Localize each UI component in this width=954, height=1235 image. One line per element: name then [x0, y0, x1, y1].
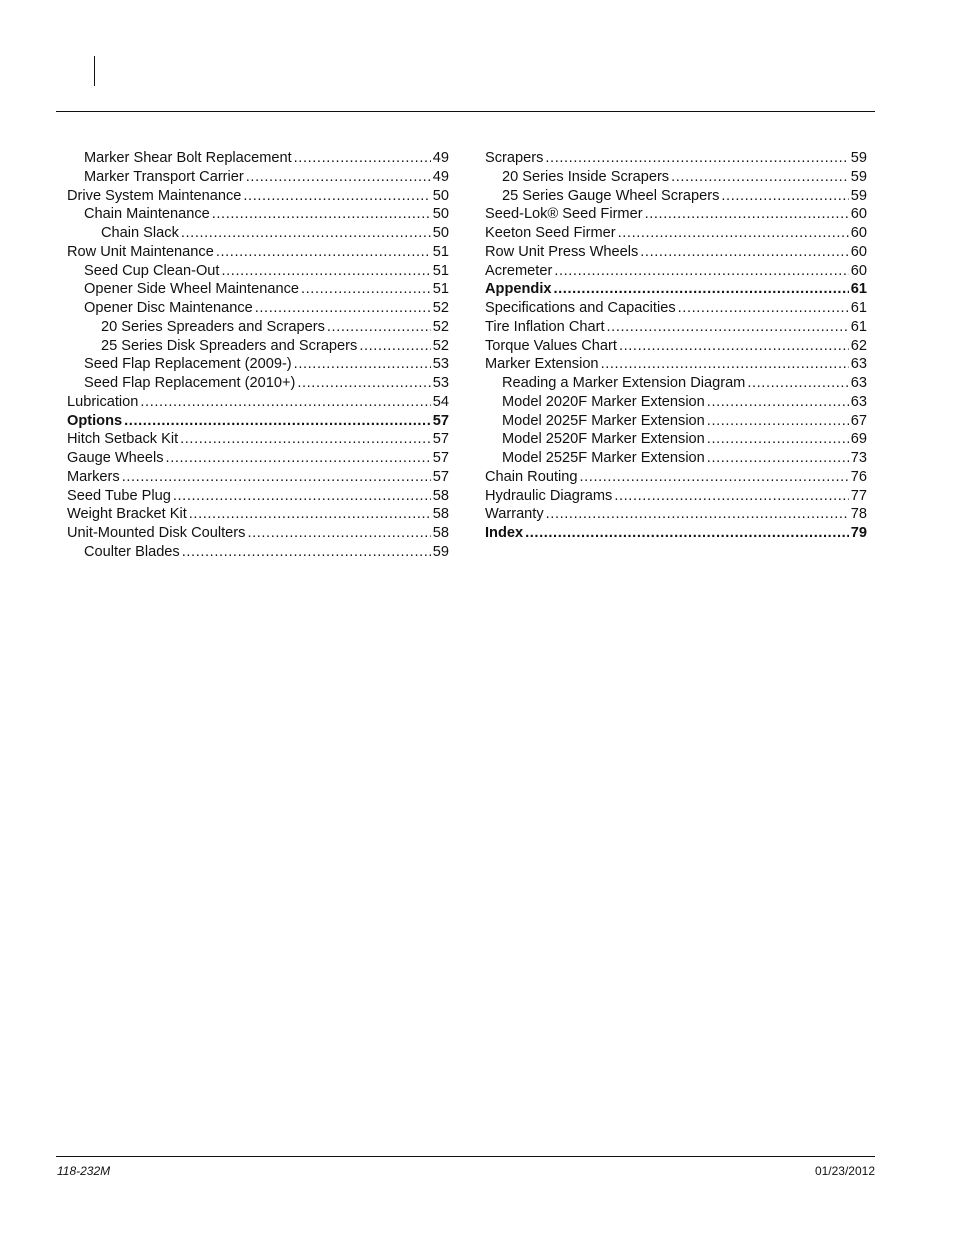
toc-dot-leader: [124, 412, 431, 431]
toc-dot-leader: [721, 187, 848, 206]
toc-dot-leader: [166, 449, 431, 468]
toc-column-left: [67, 149, 449, 562]
toc-entry-title: Gauge Wheels: [67, 450, 164, 466]
toc-entry[interactable]: [67, 430, 449, 449]
toc-entry[interactable]: [67, 318, 449, 337]
toc-entry-page: 79: [850, 525, 867, 541]
toc-dot-leader: [580, 468, 849, 487]
toc-entry[interactable]: [485, 149, 867, 168]
toc-entry-title: Coulter Blades: [84, 543, 180, 560]
toc-entry[interactable]: [67, 262, 449, 281]
toc-entry-page: 57: [432, 412, 449, 429]
toc-entry[interactable]: [67, 487, 449, 506]
toc-entry[interactable]: [67, 355, 449, 374]
toc-entry[interactable]: [67, 374, 449, 393]
toc-entry-page: 58: [432, 506, 449, 523]
toc-dot-leader: [173, 487, 431, 506]
toc-entry-title: Chain Slack: [101, 225, 179, 241]
toc-entry[interactable]: [485, 243, 867, 262]
toc-entry-page: 57: [432, 431, 449, 448]
toc-entry-page: 49: [432, 150, 449, 166]
toc-entry-page: 51: [432, 243, 449, 260]
toc-entry-page: 60: [850, 225, 867, 241]
toc-entry-page: 73: [850, 450, 867, 466]
footer-rule: [56, 1156, 875, 1157]
toc-entry-page: 59: [850, 168, 867, 185]
toc-dot-leader: [221, 262, 430, 281]
header-rule: [56, 111, 875, 112]
toc-dot-leader: [122, 468, 431, 487]
toc-entry[interactable]: [485, 337, 867, 356]
toc-entry[interactable]: [67, 280, 449, 299]
toc-dot-leader: [181, 224, 431, 243]
toc-dot-leader: [525, 524, 849, 543]
toc-entry-page: 52: [432, 300, 449, 316]
toc-dot-leader: [294, 355, 431, 374]
footer-document-number: 118-232M: [57, 1164, 111, 1178]
toc-entry[interactable]: [67, 449, 449, 468]
toc-dot-leader: [707, 393, 849, 412]
toc-entry-page: 57: [432, 468, 449, 485]
toc-entry-page: 60: [850, 243, 867, 260]
toc-entry-page: 63: [850, 393, 867, 410]
toc-dot-leader: [554, 262, 848, 281]
toc-entry-page: 59: [432, 543, 449, 560]
toc-entry-page: 53: [432, 356, 449, 373]
toc-entry[interactable]: [67, 337, 449, 356]
toc-entry[interactable]: [485, 187, 867, 206]
toc-entry-page: 52: [432, 337, 449, 354]
toc-dot-leader: [180, 430, 431, 449]
toc-entry-page: 54: [432, 393, 449, 410]
toc-entry-title: Seed Flap Replacement (2010+): [84, 375, 296, 391]
toc-entry-page: 63: [850, 375, 867, 391]
toc-entry[interactable]: [485, 224, 867, 243]
toc-entry-page: 67: [850, 412, 867, 429]
toc-entry-title: Model 2520F Marker Extension: [502, 431, 705, 448]
toc-entry-title: Scrapers: [485, 150, 544, 166]
toc-dot-leader: [212, 205, 431, 224]
toc-entry-title: Warranty: [485, 506, 544, 523]
toc-entry[interactable]: [485, 449, 867, 468]
toc-entry[interactable]: [67, 224, 449, 243]
toc-entry[interactable]: [485, 299, 867, 318]
toc-entry-title: 25 Series Gauge Wheel Scrapers: [502, 187, 720, 204]
footer-date: 01/23/2012: [814, 1164, 875, 1178]
toc-entry[interactable]: [67, 243, 449, 262]
toc-entry[interactable]: [485, 168, 867, 187]
toc-dot-leader: [607, 318, 849, 337]
toc-entry[interactable]: [485, 374, 867, 393]
toc-entry[interactable]: [67, 468, 449, 487]
toc-entry[interactable]: [67, 524, 449, 543]
toc-entry-title: Options: [67, 412, 123, 429]
toc-dot-leader: [707, 449, 849, 468]
toc-entry[interactable]: [67, 505, 449, 524]
toc-entry-title: Seed Tube Plug: [67, 487, 171, 504]
toc-entry[interactable]: [485, 318, 867, 337]
toc-entry[interactable]: [67, 543, 449, 562]
toc-entry-title: Markers: [67, 468, 120, 485]
toc-dot-leader: [619, 337, 849, 356]
toc-entry-title: Marker Transport Carrier: [84, 168, 244, 185]
toc-dot-leader: [246, 168, 431, 187]
toc-entry-title: Marker Extension: [485, 356, 599, 373]
toc-dot-leader: [216, 243, 431, 262]
toc-entry-title: 20 Series Spreaders and Scrapers: [101, 318, 325, 335]
toc-entry-title: Model 2525F Marker Extension: [502, 450, 705, 466]
toc-entry-title: Weight Bracket Kit: [67, 506, 187, 523]
toc-entry-title: Seed Cup Clean-Out: [84, 262, 220, 279]
toc-dot-leader: [247, 524, 430, 543]
toc-dot-leader: [294, 149, 431, 168]
toc-entry-page: 61: [850, 318, 867, 335]
toc-dot-leader: [140, 393, 430, 412]
toc-entry[interactable]: [485, 487, 867, 506]
toc-entry-title: Hydraulic Diagrams: [485, 487, 613, 504]
toc-entry-page: 53: [432, 375, 449, 391]
toc-entry-title: Torque Values Chart: [485, 337, 617, 354]
toc-entry[interactable]: [485, 430, 867, 449]
toc-entry-page: 50: [432, 187, 449, 204]
toc-entry-title: Reading a Marker Extension Diagram: [502, 375, 746, 391]
toc-entry-page: 69: [850, 431, 867, 448]
toc-entry-title: Model 2025F Marker Extension: [502, 412, 705, 429]
toc-dot-leader: [553, 280, 848, 299]
toc-entry-page: 78: [850, 506, 867, 523]
toc-entry-title: Acremeter: [485, 262, 553, 279]
toc-entry-page: 60: [850, 206, 867, 223]
toc-entry[interactable]: [485, 205, 867, 224]
toc-dot-leader: [614, 487, 848, 506]
toc-entry[interactable]: [67, 299, 449, 318]
toc-entry-page: 51: [432, 262, 449, 279]
toc-dot-leader: [671, 168, 849, 187]
toc-dot-leader: [182, 543, 431, 562]
toc-entry-title: Specifications and Capacities: [485, 300, 676, 316]
toc-entry-page: 57: [432, 450, 449, 466]
toc-entry-title: Chain Maintenance: [84, 206, 210, 223]
toc-dot-leader: [601, 355, 849, 374]
toc-dot-leader: [255, 299, 431, 318]
toc-entry-title: Unit-Mounted Disk Coulters: [67, 525, 246, 541]
toc-dot-leader: [678, 299, 849, 318]
toc-dot-leader: [707, 430, 849, 449]
toc-entry[interactable]: [485, 355, 867, 374]
change-bar: [94, 56, 95, 86]
toc-entry-page: 76: [850, 468, 867, 485]
toc-entry[interactable]: [485, 262, 867, 281]
toc-entry-page: 58: [432, 487, 449, 504]
toc-entry-title: Row Unit Maintenance: [67, 243, 214, 260]
toc-dot-leader: [327, 318, 431, 337]
toc-dot-leader: [640, 243, 848, 262]
toc-entry-page: 61: [850, 300, 867, 316]
toc-entry-page: 52: [432, 318, 449, 335]
toc-entry-title: Tire Inflation Chart: [485, 318, 605, 335]
toc-entry[interactable]: [67, 412, 449, 431]
toc-dot-leader: [707, 412, 849, 431]
toc-entry-title: Lubrication: [67, 393, 139, 410]
toc-dot-leader: [243, 187, 430, 206]
toc-entry-page: 62: [850, 337, 867, 354]
toc-entry-title: 20 Series Inside Scrapers: [502, 168, 670, 185]
toc-entry-page: 50: [432, 225, 449, 241]
toc-entry[interactable]: [67, 187, 449, 206]
toc-entry-title: Drive System Maintenance: [67, 187, 242, 204]
toc-entry-title: Row Unit Press Wheels: [485, 243, 639, 260]
toc-entry-page: 50: [432, 206, 449, 223]
toc-entry-title: Hitch Setback Kit: [67, 431, 179, 448]
toc-entry[interactable]: [67, 205, 449, 224]
toc-dot-leader: [359, 337, 430, 356]
toc-dot-leader: [301, 280, 431, 299]
toc-entry-page: 58: [432, 525, 449, 541]
toc-entry-page: 77: [850, 487, 867, 504]
toc-entry[interactable]: [67, 393, 449, 412]
toc-column-right: [485, 149, 867, 543]
toc-entry[interactable]: [485, 505, 867, 524]
toc-entry-page: 59: [850, 187, 867, 204]
toc-dot-leader: [545, 149, 848, 168]
toc-dot-leader: [546, 505, 849, 524]
toc-dot-leader: [645, 205, 849, 224]
toc-entry-page: 59: [850, 150, 867, 166]
toc-entry-title: Index: [485, 525, 524, 541]
toc-entry[interactable]: [485, 468, 867, 487]
toc-entry[interactable]: [485, 412, 867, 431]
toc-entry[interactable]: [485, 280, 867, 299]
toc-entry-title: Marker Shear Bolt Replacement: [84, 150, 292, 166]
toc-entry[interactable]: [485, 393, 867, 412]
toc-entry-page: 61: [850, 281, 867, 298]
toc-dot-leader: [189, 505, 431, 524]
toc-entry-title: 25 Series Disk Spreaders and Scrapers: [101, 337, 358, 354]
toc-dot-leader: [618, 224, 849, 243]
toc-entry-page: 63: [850, 356, 867, 373]
toc-entry-page: 60: [850, 262, 867, 279]
toc-entry-title: Seed Flap Replacement (2009-): [84, 356, 292, 373]
toc-dot-leader: [297, 374, 430, 393]
toc-entry-title: Keeton Seed Firmer: [485, 225, 616, 241]
toc-entry[interactable]: [67, 149, 449, 168]
toc-entry-page: 51: [432, 281, 449, 298]
toc-entry-title: Appendix: [485, 281, 552, 298]
toc-entry-title: Opener Side Wheel Maintenance: [84, 281, 299, 298]
toc-entry[interactable]: [67, 168, 449, 187]
toc-entry-title: Seed-Lok® Seed Firmer: [485, 206, 643, 223]
toc-dot-leader: [747, 374, 848, 393]
toc-entry-title: Opener Disc Maintenance: [84, 300, 253, 316]
toc-entry[interactable]: [485, 524, 867, 543]
toc-entry-page: 49: [432, 168, 449, 185]
toc-entry-title: Model 2020F Marker Extension: [502, 393, 705, 410]
toc-entry-title: Chain Routing: [485, 468, 578, 485]
